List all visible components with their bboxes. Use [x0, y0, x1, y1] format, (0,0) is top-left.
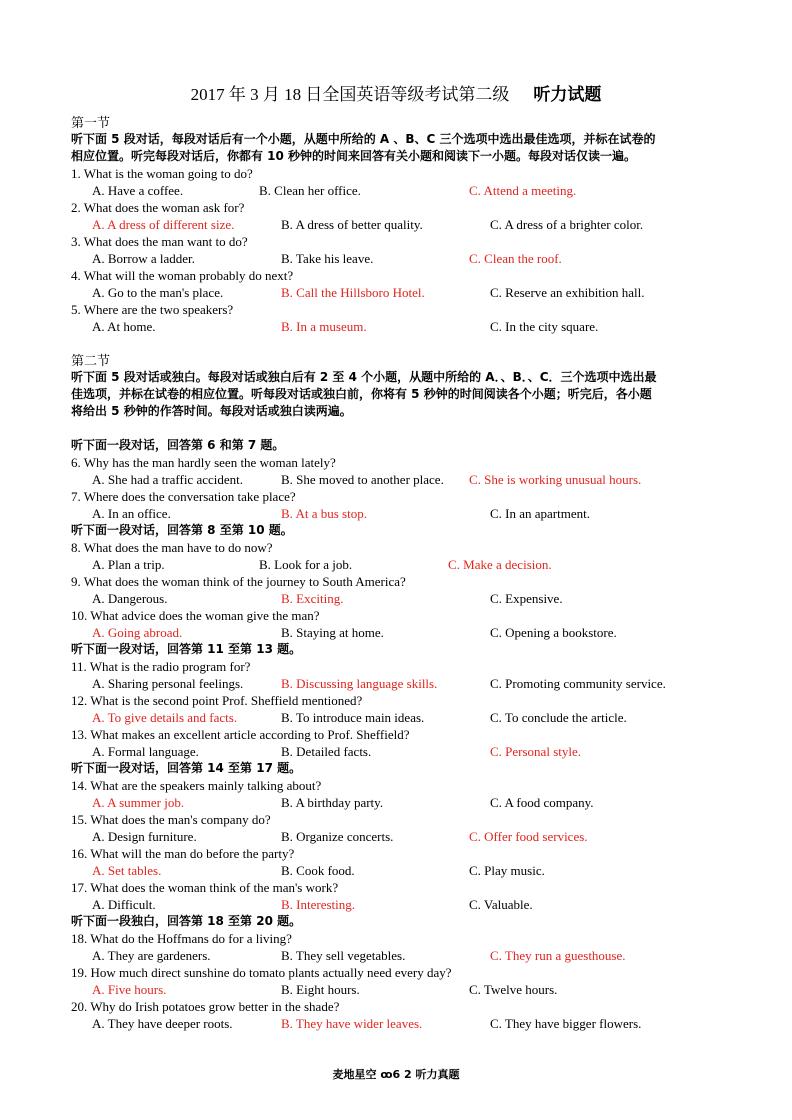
group-header: 听下面一段对话，回答第 11 至第 13 题。 — [71, 642, 302, 656]
option-c: C. A food company. — [490, 795, 594, 810]
option-a: A. A summer job. — [92, 795, 185, 810]
option-b: B. Detailed facts. — [281, 744, 372, 759]
option-c: C. They have bigger flowers. — [490, 1016, 642, 1031]
option-row — [71, 794, 731, 811]
option-a: A. Set tables. — [92, 863, 162, 878]
page-title — [0, 80, 792, 105]
option-b: B. She moved to another place. — [281, 472, 444, 487]
option-row — [71, 709, 731, 726]
option-b: B. Look for a job. — [259, 557, 353, 572]
option-c: C. Twelve hours. — [469, 982, 558, 997]
option-b: B. Exciting. — [281, 591, 344, 606]
option-a: A. Dangerous. — [92, 591, 168, 606]
option-a: A. At home. — [92, 319, 156, 334]
instruction-line: 将给出 5 秒钟的作答时间。每段对话或独白读两遍。 — [71, 404, 352, 418]
question-text: 15. What does the man's company do? — [71, 812, 271, 827]
question-text: 3. What does the man want to do? — [71, 234, 248, 249]
exam-content — [71, 114, 731, 1032]
group-header: 听下面一段对话，回答第 14 至第 17 题。 — [71, 761, 302, 775]
option-b: B. Clean her office. — [259, 183, 361, 198]
option-b: B. In a museum. — [281, 319, 367, 334]
option-a: A. In an office. — [92, 506, 171, 521]
option-row — [71, 216, 731, 233]
question-text: 14. What are the speakers mainly talking about? — [71, 778, 322, 793]
option-b: B. Interesting. — [281, 897, 356, 912]
option-b: B. To introduce main ideas. — [281, 710, 425, 725]
option-c: C. Expensive. — [490, 591, 563, 606]
option-a: A. Plan a trip. — [92, 557, 165, 572]
question-text: 7. Where does the conversation take place? — [71, 489, 296, 504]
option-row — [71, 182, 731, 199]
option-c: C. They run a guesthouse. — [490, 948, 626, 963]
group-header: 听下面一段独白，回答第 18 至第 20 题。 — [71, 914, 302, 928]
instruction-line: 听下面 5 段对话或独白。每段对话或独白后有 2 至 4 个小题，从题中所给的 A．、B．、C．三个选项中选出最 — [71, 370, 657, 384]
option-c: C. Attend a meeting. — [469, 183, 577, 198]
option-b: B. Staying at home. — [281, 625, 384, 640]
option-c: C. A dress of a brighter color. — [490, 217, 644, 232]
question-text: 1. What is the woman going to do? — [71, 166, 253, 181]
option-c: C. Play music. — [469, 863, 545, 878]
question-text: 20. Why do Irish potatoes grow better in the shade? — [71, 999, 340, 1014]
option-c: C. Personal style. — [490, 744, 581, 759]
option-row — [71, 947, 731, 964]
option-a: A. Sharing personal feelings. — [92, 676, 244, 691]
instruction-line: 佳选项，并标在试卷的相应位置。听每段对话或独白前，你将有 5 秒钟的时间阅读各个小题；听完后，各小题 — [71, 387, 652, 401]
option-a: A. Difficult. — [92, 897, 156, 912]
option-row — [71, 624, 731, 641]
question-text: 2. What does the woman ask for? — [71, 200, 245, 215]
option-a: A. Design furniture. — [92, 829, 197, 844]
page-footer: 麦地星空 ꝏ6 2 听力真题 — [332, 1068, 460, 1081]
title-sub: 听力试题 — [533, 85, 602, 104]
section-heading: 第一节 — [71, 115, 111, 130]
option-b: B. They sell vegetables. — [281, 948, 406, 963]
question-text: 11. What is the radio program for? — [71, 659, 251, 674]
option-b: B. Organize concerts. — [281, 829, 394, 844]
option-c: C. To conclude the article. — [490, 710, 627, 725]
option-c: C. Promoting community service. — [490, 676, 666, 691]
option-c: C. Opening a bookstore. — [490, 625, 617, 640]
option-a: A. A dress of different size. — [92, 217, 235, 232]
option-b: B. Take his leave. — [281, 251, 374, 266]
option-c: C. In the city square. — [490, 319, 599, 334]
option-c: C. In an apartment. — [490, 506, 590, 521]
option-a: A. To give details and facts. — [92, 710, 238, 725]
option-a: A. Formal language. — [92, 744, 199, 759]
group-header: 听下面一段对话，回答第 6 和第 7 题。 — [71, 438, 285, 452]
option-b: B. Cook food. — [281, 863, 355, 878]
option-a: A. Five hours. — [92, 982, 167, 997]
option-row — [71, 284, 731, 301]
option-b: B. Eight hours. — [281, 982, 360, 997]
instruction-line: 听下面 5 段对话，每段对话后有一个小题，从题中所给的 A 、B、C 三个选项中选出最佳选项，并标在试卷的 — [71, 132, 656, 146]
title-main: 2017 年 3 月 18 日全国英语等级考试第二级 — [190, 85, 510, 104]
option-row — [71, 250, 731, 267]
option-c: C. Clean the roof. — [469, 251, 562, 266]
option-row — [71, 862, 731, 879]
option-c: C. Offer food services. — [469, 829, 588, 844]
group-header: 听下面一段对话，回答第 8 至第 10 题。 — [71, 523, 293, 537]
option-row — [71, 318, 731, 335]
option-c: C. She is working unusual hours. — [469, 472, 642, 487]
section-heading: 第二节 — [71, 353, 111, 368]
question-text: 5. Where are the two speakers? — [71, 302, 234, 317]
option-row — [71, 1015, 731, 1032]
option-a: A. She had a traffic accident. — [92, 472, 243, 487]
option-c: C. Valuable. — [469, 897, 533, 912]
question-text: 13. What makes an excellent article according to Prof. Sheffield? — [71, 727, 410, 742]
option-row — [71, 743, 731, 760]
option-row — [71, 471, 731, 488]
option-row — [71, 556, 731, 573]
option-a: A. They have deeper roots. — [92, 1016, 233, 1031]
question-text: 17. What does the woman think of the man's work? — [71, 880, 339, 895]
option-row — [71, 981, 731, 998]
question-text: 6. Why has the man hardly seen the woman lately? — [71, 455, 336, 470]
option-a: A. Going abroad. — [92, 625, 183, 640]
option-row — [71, 828, 731, 845]
option-row — [71, 590, 731, 607]
instruction-line: 相应位置。听完每段对话后，你都有 10 秒钟的时间来回答有关小题和阅读下一小题。每段对话仅读一遍。 — [71, 149, 637, 163]
option-b: B. They have wider leaves. — [281, 1016, 423, 1031]
option-row — [71, 505, 731, 522]
option-a: A. Borrow a ladder. — [92, 251, 195, 266]
question-text: 18. What do the Hoffmans do for a living? — [71, 931, 292, 946]
question-text: 9. What does the woman think of the journey to South America? — [71, 574, 406, 589]
option-c: C. Make a decision. — [448, 557, 552, 572]
option-b: B. At a bus stop. — [281, 506, 367, 521]
option-b: B. Discussing language skills. — [281, 676, 438, 691]
option-c: C. Reserve an exhibition hall. — [490, 285, 645, 300]
option-a: A. They are gardeners. — [92, 948, 211, 963]
question-text: 10. What advice does the woman give the man? — [71, 608, 320, 623]
question-text: 8. What does the man have to do now? — [71, 540, 273, 555]
option-a: A. Go to the man's place. — [92, 285, 224, 300]
question-text: 16. What will the man do before the party? — [71, 846, 295, 861]
option-b: B. Call the Hillsboro Hotel. — [281, 285, 425, 300]
option-row — [71, 896, 731, 913]
option-a: A. Have a coffee. — [92, 183, 184, 198]
question-text: 19. How much direct sunshine do tomato plants actually need every day? — [71, 965, 452, 980]
option-row — [71, 675, 731, 692]
option-b: B. A birthday party. — [281, 795, 384, 810]
option-b: B. A dress of better quality. — [281, 217, 423, 232]
question-text: 12. What is the second point Prof. Sheffield mentioned? — [71, 693, 363, 708]
question-text: 4. What will the woman probably do next? — [71, 268, 294, 283]
